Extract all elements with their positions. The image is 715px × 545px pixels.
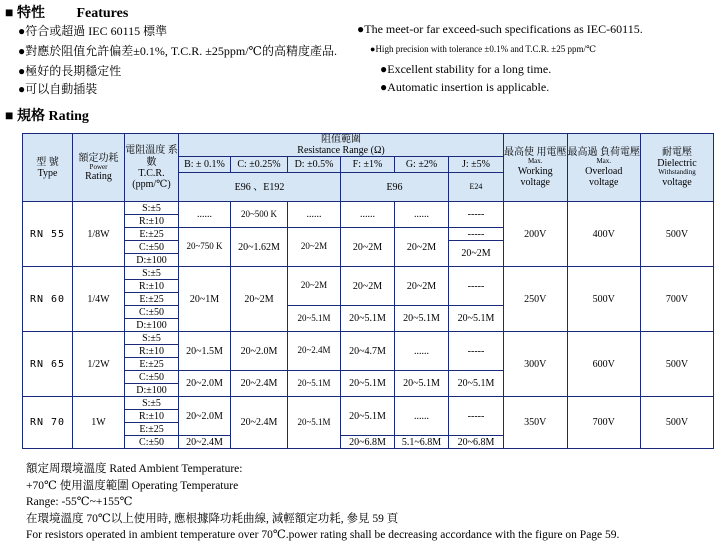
rating-heading-cn: 規格	[16, 109, 45, 124]
range-cell: 20~2M	[395, 228, 449, 267]
tol-f-header: F: ±1%	[341, 157, 395, 173]
tol-b-header: B: ± 0.1%	[179, 157, 231, 173]
dielectric-cell: 700V	[641, 267, 714, 332]
range-cell: ......	[395, 397, 449, 436]
note-rated-ambient: 額定周環境溫度 Rated Ambient Temperature:	[26, 463, 243, 475]
tcr-code: C:±50	[125, 306, 179, 319]
feature-en-3: ●Excellent stability for a long time.	[380, 62, 552, 76]
tcr-code: R:±10	[125, 345, 179, 358]
note-derating-en: For resistors operated in ambient temperature over 70℃.power rating shall be decreasing accordance with the figure on Page 59.	[26, 529, 620, 541]
range-cell: ......	[395, 332, 449, 371]
square-bullet-icon: ■	[5, 109, 14, 124]
range-cell: 20~2M	[341, 228, 395, 267]
tcr-code: C:±50	[125, 436, 179, 449]
range-cell: 20~2.0M	[179, 371, 231, 397]
range-cell: 20~6.8M	[449, 436, 504, 449]
square-bullet-icon: ■	[5, 6, 14, 21]
note-operating-temp: +70℃ 使用溫度範圍 Operating Temperature	[26, 480, 239, 492]
power-header: 額定功耗 Power Rating	[73, 134, 125, 202]
range-cell: -----	[449, 332, 504, 371]
range-cell: 20~2M	[395, 267, 449, 306]
range-cell: 20~2.4M	[288, 332, 341, 371]
range-cell: 20~2.0M	[179, 397, 231, 436]
range-cell: 20~5.1M	[395, 371, 449, 397]
overload-voltage-header: 最高過 負荷電壓 Max. Overload voltage	[567, 134, 641, 202]
tcr-code: E:±25	[125, 423, 179, 436]
tol-d-header: D: ±0.5%	[288, 157, 341, 173]
range-cell: 20~5.1M	[288, 306, 341, 332]
range-cell: -----	[449, 228, 504, 241]
working-voltage-header: 最高使 用電壓 Max. Working voltage	[504, 134, 568, 202]
tcr-code: R:±10	[125, 280, 179, 293]
range-cell: 20~2M	[288, 228, 341, 267]
range-cell: 20~2.4M	[231, 397, 288, 449]
dielectric-header: 耐電壓 Dielectric Withstanding voltage	[641, 134, 714, 202]
overload-voltage-cell: 500V	[567, 267, 641, 332]
tcr-code: E:±25	[125, 228, 179, 241]
feature-cn-2: ●對應於阻值允許偏差±0.1%, T.C.R. ±25ppm/℃的高精度產品.	[18, 44, 337, 58]
tcr-code: S:±5	[125, 267, 179, 280]
tcr-code: R:±10	[125, 410, 179, 423]
range-cell: 20~5.1M	[341, 371, 395, 397]
range-cell: -----	[449, 267, 504, 306]
tcr-code: D:±100	[125, 254, 179, 267]
range-cell: -----	[449, 202, 504, 228]
model-power: 1W	[73, 397, 125, 449]
range-cell: ......	[395, 202, 449, 228]
range-cell: 20~750 K	[179, 228, 231, 267]
tcr-code: D:±100	[125, 384, 179, 397]
note-range: Range: -55℃~+155℃	[26, 496, 133, 508]
feature-en-4: ●Automatic insertion is applicable.	[380, 80, 550, 94]
feature-en-1: ●The meet-or far exceed-such specifications as IEC-60115.	[357, 22, 643, 36]
tol-j-header: J: ±5%	[449, 157, 504, 173]
range-cell: 20~2.4M	[179, 436, 231, 449]
working-voltage-cell: 300V	[504, 332, 568, 397]
range-cell: 20~500 K	[231, 202, 288, 228]
model-type: RN 65	[23, 332, 73, 397]
range-cell: 20~6.8M	[341, 436, 395, 449]
feature-cn-4: ●可以自動插裝	[18, 82, 98, 96]
model-type: RN 70	[23, 397, 73, 449]
range-cell: ......	[341, 202, 395, 228]
range-cell: 20~5.1M	[288, 371, 341, 397]
range-cell: ......	[179, 202, 231, 228]
overload-voltage-cell: 600V	[567, 332, 641, 397]
dielectric-cell: 500V	[641, 332, 714, 397]
tcr-code: S:±5	[125, 202, 179, 215]
feature-cn-1: ●符合或超過 IEC 60115 標準	[18, 24, 168, 38]
tcr-code: S:±5	[125, 397, 179, 410]
range-cell: 20~2.4M	[231, 371, 288, 397]
range-cell: 5.1~6.8M	[395, 436, 449, 449]
tcr-code: R:±10	[125, 215, 179, 228]
model-power: 1/8W	[73, 202, 125, 267]
model-power: 1/4W	[73, 267, 125, 332]
range-cell: 20~1.62M	[231, 228, 288, 267]
series-e96-e192: E96 、E192	[179, 173, 341, 202]
type-header: 型 號 Type	[23, 134, 73, 202]
range-cell: 20~2M	[288, 267, 341, 306]
rating-table	[22, 133, 714, 449]
range-cell: 20~5.1M	[449, 306, 504, 332]
dielectric-cell: 500V	[641, 202, 714, 267]
feature-cn-3: ●極好的長期穩定性	[18, 64, 122, 78]
range-cell: 20~5.1M	[288, 397, 341, 449]
range-cell: 20~2.0M	[231, 332, 288, 371]
dielectric-cell: 500V	[641, 397, 714, 449]
range-cell: ......	[288, 202, 341, 228]
tol-c-header: C: ±0.25%	[231, 157, 288, 173]
range-cell: 20~1M	[179, 267, 231, 332]
working-voltage-cell: 250V	[504, 267, 568, 332]
tcr-code: C:±50	[125, 241, 179, 254]
tcr-code: E:±25	[125, 358, 179, 371]
features-heading	[5, 2, 128, 22]
range-cell: 20~2M	[341, 267, 395, 306]
range-cell: 20~2M	[449, 241, 504, 267]
range-cell: 20~5.1M	[395, 306, 449, 332]
feature-en-2: ●High precision with tolerance ±0.1% and T.C.R. ±25 ppm/℃	[370, 44, 597, 54]
tol-g-header: G: ±2%	[395, 157, 449, 173]
tcr-code: D:±100	[125, 319, 179, 332]
model-type: RN 55	[23, 202, 73, 267]
tcr-code: C:±50	[125, 371, 179, 384]
rating-heading-en: Rating	[48, 109, 89, 124]
note-derating-cn: 在環境溫度 70℃以上使用時, 應根據降功耗曲線, 減輕額定功耗, 參見 59 頁	[26, 513, 399, 525]
series-e24: E24	[449, 173, 504, 202]
range-cell: 20~5.1M	[341, 306, 395, 332]
range-cell: 20~4.7M	[341, 332, 395, 371]
tcr-code: S:±5	[125, 332, 179, 345]
working-voltage-cell: 350V	[504, 397, 568, 449]
features-heading-cn: 特性	[16, 6, 45, 21]
working-voltage-cell: 200V	[504, 202, 568, 267]
range-cell: 20~5.1M	[341, 397, 395, 436]
tcr-code: E:±25	[125, 293, 179, 306]
rating-heading	[5, 105, 89, 125]
range-cell: 20~1.5M	[179, 332, 231, 371]
features-heading-en: Features	[76, 6, 129, 21]
range-cell: 20~2M	[231, 267, 288, 332]
range-cell: 20~5.1M	[449, 371, 504, 397]
model-type: RN 60	[23, 267, 73, 332]
resistance-range-header: 阻值範圍 Resistance Range (Ω)	[179, 134, 504, 157]
tcr-header: 電阻溫度 系 數 T.C.R. (ppm/℃)	[125, 134, 179, 202]
range-cell: -----	[449, 397, 504, 436]
series-e96: E96	[341, 173, 449, 202]
overload-voltage-cell: 400V	[567, 202, 641, 267]
overload-voltage-cell: 700V	[567, 397, 641, 449]
model-power: 1/2W	[73, 332, 125, 397]
